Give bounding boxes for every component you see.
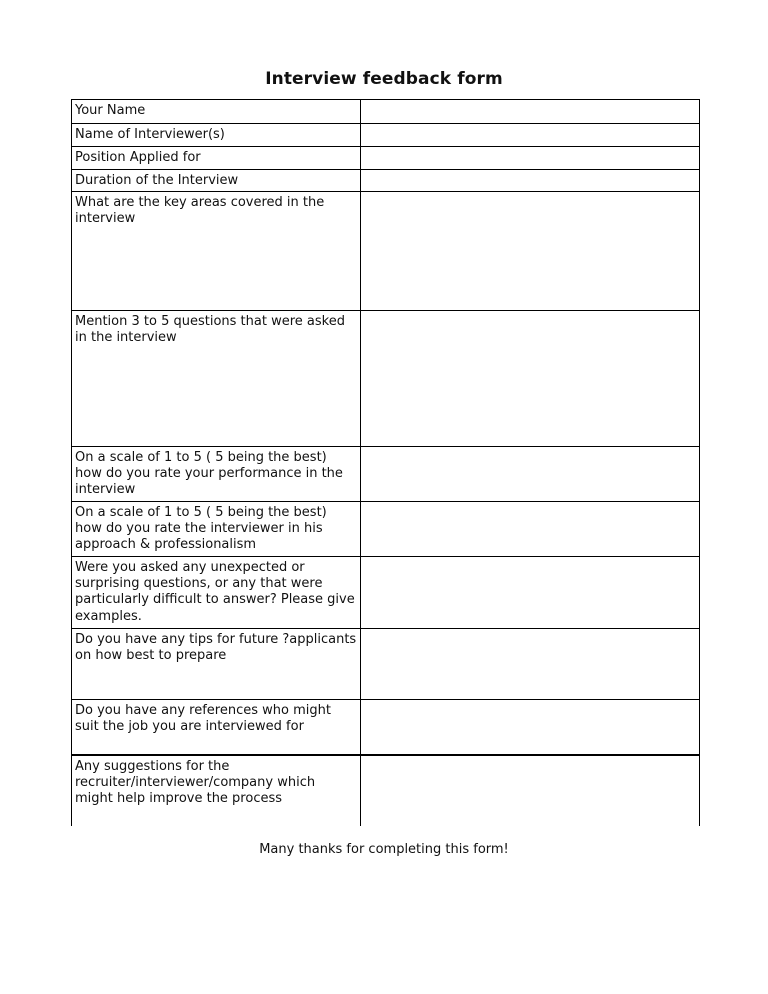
field-references[interactable] bbox=[361, 700, 700, 755]
field-your-name[interactable] bbox=[361, 100, 700, 124]
form-row-key-areas bbox=[72, 192, 700, 311]
label-references: Do you have any references who might suit the job you are interviewed for bbox=[72, 700, 361, 755]
label-suggestions: Any suggestions for the recruiter/interviewer/company which might help improve the process bbox=[72, 755, 361, 826]
form-row-your-name bbox=[72, 100, 700, 124]
field-self-rating[interactable] bbox=[361, 447, 700, 502]
form-row-references bbox=[72, 700, 700, 755]
form-row-unexpected-questions bbox=[72, 557, 700, 629]
label-interviewers: Name of Interviewer(s) bbox=[72, 124, 361, 147]
label-your-name: Your Name bbox=[72, 100, 361, 124]
label-position: Position Applied for bbox=[72, 147, 361, 170]
label-unexpected-questions: Were you asked any unexpected or surprising questions, or any that were particularly difficult to answer? Please give examples. bbox=[72, 557, 361, 629]
label-key-areas: What are the key areas covered in the interview bbox=[72, 192, 361, 311]
feedback-form-table bbox=[71, 99, 700, 826]
form-row-position bbox=[72, 147, 700, 170]
form-row-self-rating bbox=[72, 447, 700, 502]
label-interviewer-rating: On a scale of 1 to 5 ( 5 being the best) how do you rate the interviewer in his approach & professionalism bbox=[72, 502, 361, 557]
thank-you-note: Many thanks for completing this form! bbox=[259, 842, 509, 857]
field-unexpected-questions[interactable] bbox=[361, 557, 700, 629]
field-interviewer-rating[interactable] bbox=[361, 502, 700, 557]
form-row-tips bbox=[72, 629, 700, 700]
label-duration: Duration of the Interview bbox=[72, 170, 361, 192]
field-tips[interactable] bbox=[361, 629, 700, 700]
field-duration[interactable] bbox=[361, 170, 700, 192]
field-interviewers[interactable] bbox=[361, 124, 700, 147]
form-row-questions bbox=[72, 311, 700, 447]
form-title: Interview feedback form bbox=[265, 69, 503, 89]
label-tips: Do you have any tips for future ?applicants on how best to prepare bbox=[72, 629, 361, 700]
field-questions[interactable] bbox=[361, 311, 700, 447]
form-row-interviewer-rating bbox=[72, 502, 700, 557]
form-row-interviewers bbox=[72, 124, 700, 147]
field-suggestions[interactable] bbox=[361, 755, 700, 826]
label-self-rating: On a scale of 1 to 5 ( 5 being the best) how do you rate your performance in the interview bbox=[72, 447, 361, 502]
field-key-areas[interactable] bbox=[361, 192, 700, 311]
field-position[interactable] bbox=[361, 147, 700, 170]
label-questions: Mention 3 to 5 questions that were asked in the interview bbox=[72, 311, 361, 447]
form-row-suggestions bbox=[72, 755, 700, 826]
form-row-duration bbox=[72, 170, 700, 192]
